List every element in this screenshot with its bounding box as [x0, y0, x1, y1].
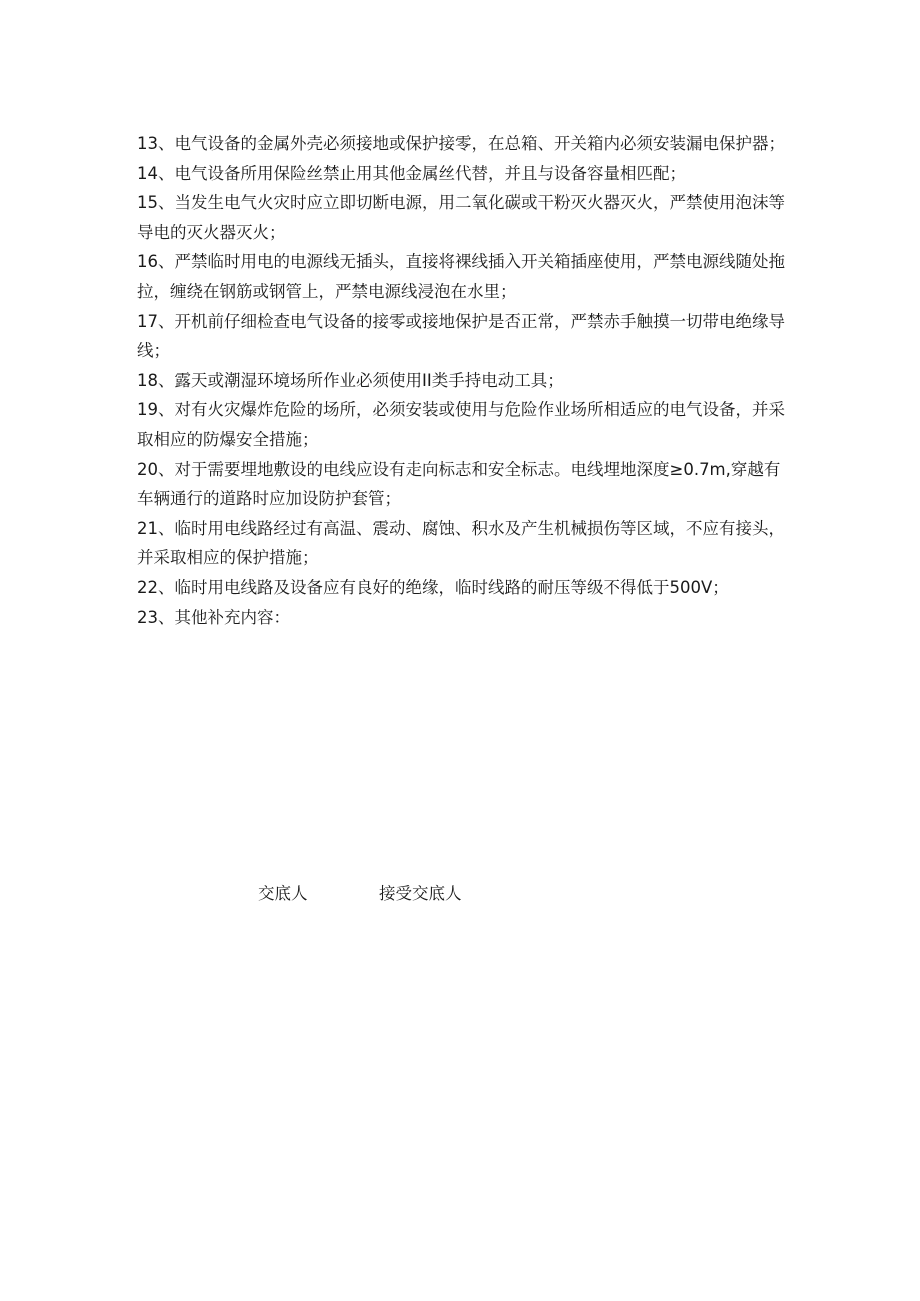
rule-item-19: 19、对有火灾爆炸危险的场所，必须安装或使用与危险作业场所相适应的电气设备，并采取相应的防爆安全措施； [137, 400, 785, 449]
rule-item-21: 21、临时用电线路经过有高温、震动、腐蚀、积水及产生机械损伤等区域，不应有接头，并采取相应的保护措施； [137, 518, 785, 568]
rule-item-18: 18、露天或潮湿环境场所作业必须使用II类手持电动工具； [137, 370, 564, 390]
presenter-label: 交底人 [258, 884, 308, 903]
rule-item-15: 15、当发生电气火灾时应立即切断电源，用二氧化碳或干粉灭火器灭火，严禁使用泡沫等导电的灭火器灭火； [137, 193, 785, 242]
safety-rules-list [137, 129, 787, 632]
signature-row [0, 880, 920, 910]
rule-item-20: 20、对于需要埋地敷设的电线应设有走向标志和安全标志。电线埋地深度≥0.7m,穿越有车辆通行的道路时应加设防护套管； [137, 459, 781, 509]
rule-item-17: 17、开机前仔细检查电气设备的接零或接地保护是否正常，严禁赤手触摸一切带电绝缘导线； [137, 311, 785, 361]
rule-item-22: 22、临时用电线路及设备应有良好的绝缘，临时线路的耐压等级不得低于500V； [137, 577, 729, 597]
rule-item-14: 14、电气设备所用保险丝禁止用其他金属丝代替，并且与设备容量相匹配； [137, 163, 686, 183]
rule-item-23: 23、其他补充内容： [137, 607, 290, 627]
receiver-label: 接受交底人 [379, 884, 462, 903]
rule-item-13: 13、电气设备的金属外壳必须接地或保护接零，在总箱、开关箱内必须安装漏电保护器； [137, 134, 785, 153]
rule-item-16: 16、严禁临时用电的电源线无插头，直接将裸线插入开关箱插座使用，严禁电源线随处拖拉，缠绕在钢筋或钢管上，严禁电源线浸泡在水里； [137, 252, 785, 301]
